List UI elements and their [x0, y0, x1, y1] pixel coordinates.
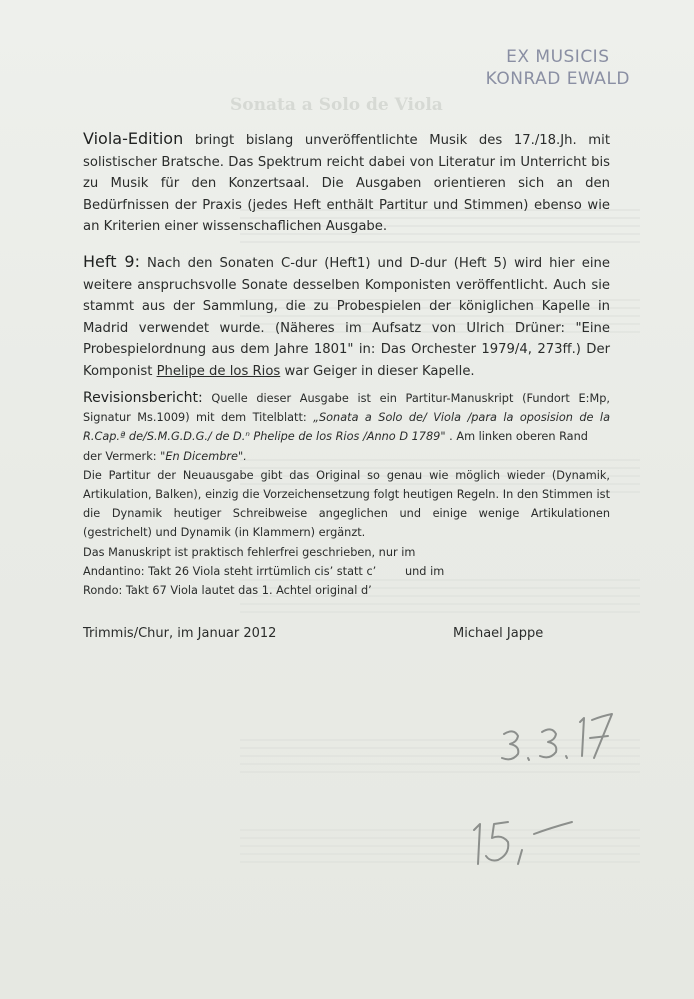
- revision-line-8: (gestrichelt) und Dynamik (in Klammern) ergänzt.: [83, 526, 366, 540]
- show-through-title: Sonata a Solo de Viola: [230, 95, 443, 115]
- heft-lead: Heft 9:: [83, 252, 140, 271]
- marginal-note: "En Dicembre".: [160, 449, 247, 463]
- composer-name: Phelipe de los Rios: [156, 363, 281, 379]
- andantino-label: Andantino: [83, 564, 141, 578]
- revision-line-3: R.Cap.ª de/S.M.G.D.G./ de D.ⁿ Phelipe de los Rios /Anno D 1789" . Am linken oberen Rand: [83, 430, 588, 444]
- revision-line-9: Das Manuskript ist praktisch fehlerfrei geschrieben, nur im: [83, 545, 416, 559]
- source-title: „Sonata a Solo de/ Viola /para la oposision de la: [313, 411, 610, 425]
- source-title-cont: R.Cap.ª de/S.M.G.D.G./ de D.ⁿ Phelipe de los Rios /Anno D 1789": [83, 430, 446, 444]
- revision-line-11: Rondo: Takt 67 Viola lautet das 1. Achtel original d’: [83, 584, 372, 598]
- revision-line-10: Andantino: Takt 26 Viola steht irrtümlich cis’ statt c’ und im: [83, 564, 445, 578]
- heft-text: Nach den Sonaten C-dur (Heft1) und D-dur (Heft 5) wird hier eine weitere anspruchsvolle Sonate desselben Komponisten veröffentlicht. Auch sie stammt aus der Sammlung, die zu Probespielen der königlichen Kapelle in Madrid verwendet wurde. (Näheres im Aufsatz von Ulrich Drüner: "Eine Probespielordnung aus dem Jahre 1801" in: Das Orchester 1979/4, 273ff.) Der Komponist: [83, 256, 610, 379]
- revision-line-5: Die Partitur der Neuausgabe gibt das Original so genau wie möglich wieder (Dynamik,: [83, 468, 610, 482]
- handwritten-price: [468, 808, 588, 868]
- heft-tail: war Geiger in dieser Kapelle.: [280, 363, 475, 379]
- revision-line-7: die Dynamik heutiger Schreibweise angeglichen und einige wenige Artikulationen: [83, 507, 610, 521]
- intro-text: bringt bislang unveröffentlichte Musik des 17./18.Jh. mit solistischer Bratsche. Das Spektrum reicht dabei von Literatur im Unterricht bis zu Musik für den Konzertsaal. Die Ausgaben orientieren sich an den Bedürfnissen der Praxis (jedes Heft enthält Partitur und Stimmen) ebenso wie an Kriterien einer wissenschaflichen Ausgabe.: [83, 133, 610, 234]
- intro-paragraph: [83, 128, 610, 238]
- revision-line-2: Signatur Ms.1009) mit dem Titelblatt: „Sonata a Solo de/ Viola /para la oposision de la: [83, 411, 610, 425]
- stamp-line-2: KONRAD EWALD: [485, 69, 630, 89]
- heft-paragraph: [83, 251, 610, 382]
- stamp-line-1: EX MUSICIS: [506, 47, 610, 67]
- rondo-label: Rondo: [83, 584, 119, 598]
- ex-libris-stamp: [486, 46, 630, 90]
- revision-report: [83, 389, 610, 600]
- intro-lead: Viola-Edition: [83, 129, 184, 148]
- author-name: Michael Jappe: [453, 626, 544, 641]
- revision-line-1: Revisionsbericht: Quelle dieser Ausgabe ist ein Partitur-Manuskript (Fundort E:Mp,: [83, 390, 610, 406]
- handwritten-date: [490, 700, 620, 770]
- place-date: Trimmis/Chur, im Januar 2012: [83, 626, 277, 641]
- revision-lead: Revisionsbericht:: [83, 390, 203, 406]
- revision-line-6: Artikulation, Balken), einzig die Vorzeichensetzung folgt heutigen Regeln. In den Stimmen ist: [83, 488, 610, 502]
- revision-line-4: der Vermerk: "En Dicembre".: [83, 449, 247, 463]
